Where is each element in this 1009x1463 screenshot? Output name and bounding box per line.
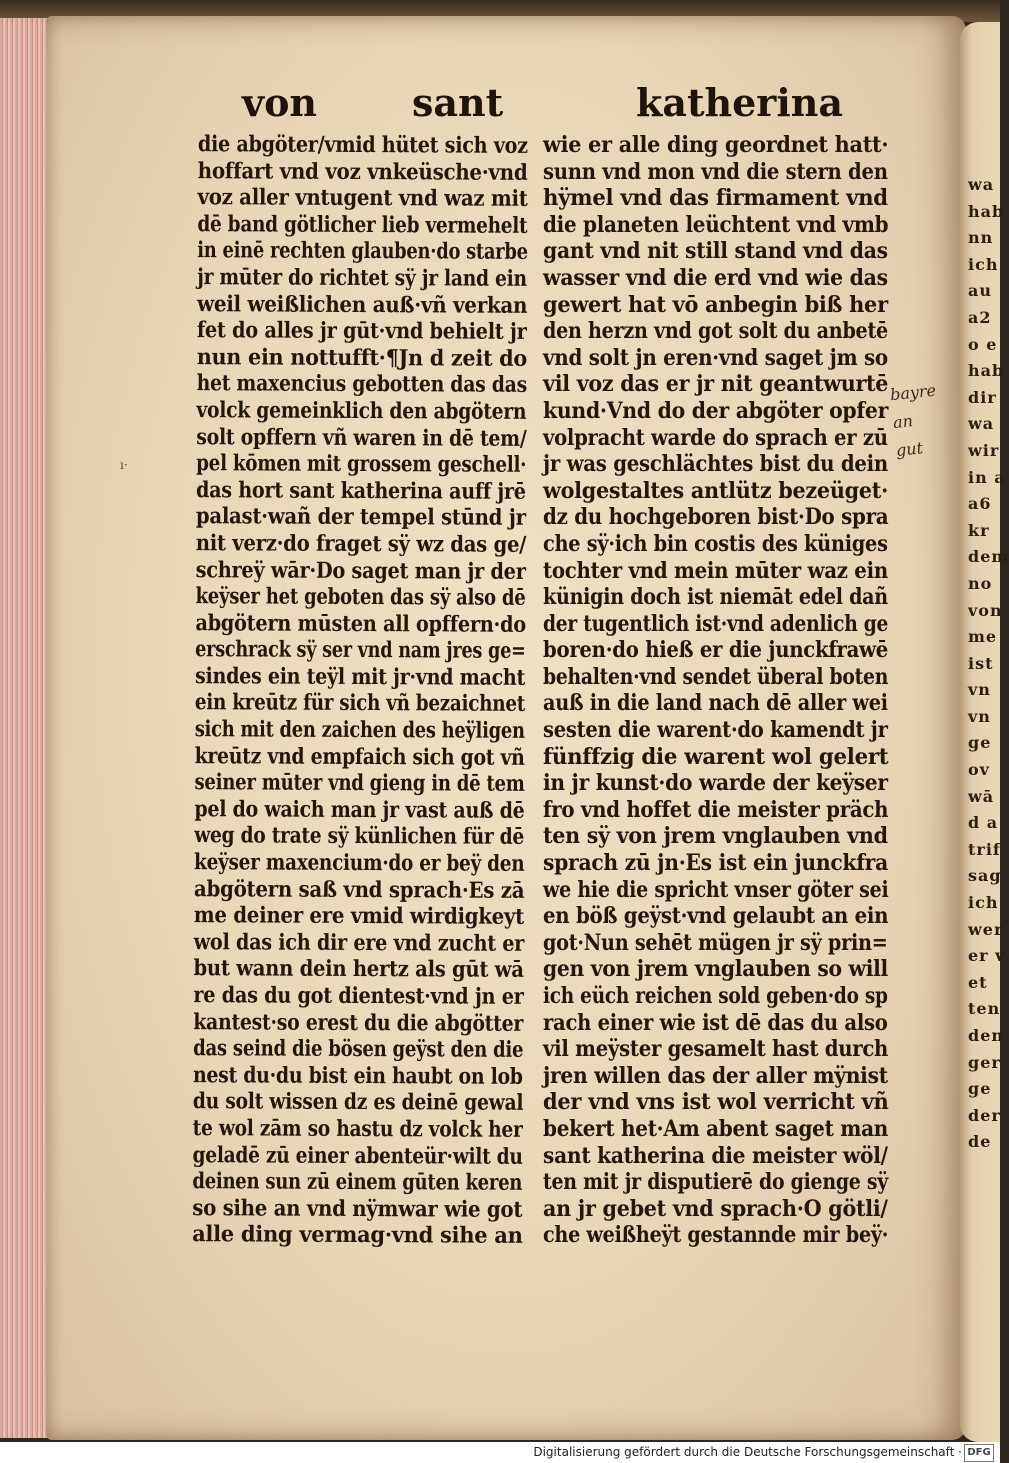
text-line: tochter vnd mein mūter waz ein <box>543 557 888 584</box>
text-line: hoffart vnd voz vnkeüsche·vnd <box>197 157 528 186</box>
text-line: vnd solt jn eren·vnd saget jm so <box>543 344 888 371</box>
text-line: jren willen das der aller mÿnist <box>543 1062 888 1089</box>
text-line: nun ein nottufft·¶Jn d zeit do <box>196 343 528 372</box>
text-line: wie er alle ding geordnet hatt· <box>543 132 889 158</box>
text-line: gewert hat vō anbegin biß her <box>543 291 888 318</box>
margin-note-line: bayre <box>889 380 937 405</box>
text-line: me deiner ere vmid wirdigkeyt <box>193 902 525 931</box>
text-line: solt opffern vñ waren in dē tem/ <box>196 423 527 452</box>
margin-note-line: gut <box>895 438 924 460</box>
text-line: hÿmel vnd das firmament vnd <box>543 185 888 212</box>
text-line: te wol zām so hastu dz volck her <box>192 1115 523 1143</box>
text-line: we hie die spricht vnser göter sei <box>543 876 889 903</box>
text-line: schreÿ wār·Do saget man jr der <box>195 556 526 585</box>
text-line: bekert het·Am abent saget man <box>543 1115 889 1142</box>
text-line: volck gemeinklich den abgötern <box>196 397 527 425</box>
text-line: che weißheÿt gestannde mir beÿ· <box>543 1222 889 1249</box>
text-line: die planeten leüchtent vnd vmb <box>543 211 889 238</box>
text-column-left <box>192 131 528 1250</box>
text-line: fro vnd hoffet die meister präch <box>543 796 889 823</box>
text-line: voz aller vntugent vnd waz mit <box>197 184 528 213</box>
text-line: abgötern saß vnd sprach·Es zā <box>193 875 525 904</box>
text-line: der vnd vns ist wol verricht vñ <box>543 1089 889 1116</box>
dfg-logo: DFG <box>964 1444 994 1462</box>
text-line: erschrack sÿ ser vnd nam jres ge= <box>195 636 526 665</box>
text-line: behalten·vnd sendet überal boten <box>543 663 889 690</box>
text-line: het maxencius gebotten das das <box>196 370 528 399</box>
funding-credit: Digitalisierung gefördert durch die Deutsche Forschungsgemeinschaft · <box>533 1445 962 1459</box>
text-line: sant katherina die meister wöl/ <box>543 1142 888 1169</box>
facing-page-fragment: wa hab nn ich au a2 o e hab dir wa wir in a a6 kr dem no von me ist vn vn ge ov wā d a trif sag ich wer er v et ten den ger ge der de <box>968 175 1009 1152</box>
facing-page-edge <box>960 22 1009 1442</box>
text-column-right <box>543 132 888 1249</box>
text-line: dz du hochgeboren bist·Do spra <box>543 504 889 531</box>
text-line: auß in die land nach dē aller wei <box>543 690 888 717</box>
running-header <box>200 80 960 136</box>
text-line: so sihe an vnd nÿmwar wie got <box>192 1194 523 1223</box>
text-line: vil voz das er jr nit geantwurtē <box>543 371 889 398</box>
text-line: wolgestaltes antlütz bezeüget· <box>543 477 889 504</box>
text-line: in einē rechten glauben·do starbe <box>197 237 528 266</box>
text-line: weil weißlichen auß·vñ verkan <box>196 290 528 319</box>
text-line: gant vnd nit still stand vnd das <box>543 238 888 265</box>
text-line: ten sÿ von jrem vnglauben vnd <box>543 823 888 850</box>
text-line: keÿser maxencium·do er beÿ den <box>194 849 525 877</box>
text-line: sprach zū jn·Es ist ein junckfra <box>543 850 888 877</box>
text-line: ten mit jr disputierē do gienge sÿ <box>543 1169 889 1196</box>
margin-note-line: an <box>892 411 914 433</box>
footer-bar <box>0 1442 1000 1463</box>
text-line: gen von jrem vnglauben so will <box>543 956 888 983</box>
text-line: jr mūter do richtet sÿ jr land ein <box>197 264 527 292</box>
text-line: pel kōmen mit grossem geschell· <box>196 450 527 478</box>
text-line: alle ding vermag·vnd sihe an <box>192 1221 523 1250</box>
text-line: palast·wañ der tempel stūnd jr <box>195 503 526 532</box>
text-line: dē band götlicher lieb vermehelt <box>197 210 528 239</box>
text-line: kreūtz vnd empfaich sich got vñ <box>194 742 525 771</box>
text-line: ich eüch reichen sold geben·do sp <box>543 983 888 1009</box>
text-line: du solt wissen dz es deinē gewal <box>192 1088 524 1117</box>
text-line: jr was geschlächtes bist du dein <box>543 451 888 478</box>
text-line: in jr kunst·do warde der keÿser <box>543 770 888 797</box>
text-line: pel do waich man jr vast auß dē <box>194 795 525 824</box>
text-line: das hort sant katherina auff jrē <box>195 476 526 505</box>
text-line: nit verz·do fraget sÿ wz das ge/ <box>195 530 527 558</box>
text-line: boren·do hieß er die junckfrawē <box>543 637 889 664</box>
text-line: abgötern mūsten all opffern·do <box>195 609 526 638</box>
text-line: vil meÿster gesamelt hast durch <box>543 1036 889 1063</box>
text-line: rach einer wie ist dē das du also <box>543 1009 888 1036</box>
header-word-sant: sant <box>412 80 504 125</box>
text-line: sesten die warent·do kamendt jr <box>543 717 888 744</box>
text-line: die abgöter/vmid hütet sich voz <box>197 131 528 159</box>
text-line: kund·Vnd do der abgöter opfer <box>543 397 889 424</box>
text-line: künigin doch ist niemāt edel dañ <box>543 584 888 611</box>
margin-mark: ı· <box>120 458 128 472</box>
text-line: das seind die bösen geÿst den die <box>193 1035 524 1064</box>
header-word-von: von <box>242 80 318 125</box>
text-line: sunn vnd mon vnd die stern den <box>543 158 888 185</box>
handwritten-margin-note <box>889 375 957 465</box>
text-line: keÿser het geboten das sÿ also dē <box>195 583 526 611</box>
text-line: re das du got dientest·vnd jn er <box>193 982 524 1010</box>
header-word-katherina: katherina <box>636 80 844 125</box>
text-line: wasser vnd die erd vnd wie das <box>543 264 888 291</box>
text-line: che sÿ·ich bin costis des küniges <box>543 530 888 557</box>
text-line: but wann dein hertz als gūt wā <box>193 955 524 984</box>
text-line: got·Nun sehēt mügen jr sÿ prin= <box>543 929 888 956</box>
text-line: kantest·so erest du die abgötter <box>193 1008 524 1037</box>
text-line: fet do alles jr gūt·vnd behielt jr <box>196 317 527 346</box>
text-line: nest du·du bist ein haubt on lob <box>192 1061 523 1090</box>
text-line: wol das ich dir ere vnd zucht er <box>193 928 525 957</box>
text-line: sindes ein teÿl mit jr·vnd macht <box>195 663 526 691</box>
text-line: geladē zū einer abenteür·wilt du <box>192 1141 523 1170</box>
text-line: volpracht warde do sprach er zū <box>543 424 888 451</box>
text-line: sich mit den zaichen des heÿligen <box>194 716 525 744</box>
text-line: en böß geÿst·vnd gelaubt an ein <box>543 903 889 930</box>
text-line: deinen sun zū einem gūten keren <box>192 1168 523 1197</box>
text-line: der tugentlich ist·vnd adenlich ge <box>543 610 889 637</box>
text-line: den herzn vnd got solt du anbetē <box>543 318 888 345</box>
text-line: an jr gebet vnd sprach·O götli/ <box>543 1195 888 1222</box>
text-line: fünffzig die warent wol gelert <box>543 743 889 770</box>
text-line: seiner mūter vnd gieng in dē tem <box>194 769 525 798</box>
text-line: weg do trate sÿ künlichen für dē <box>194 822 525 851</box>
text-line: ein kreūtz für sich vñ bezaichnet <box>194 689 526 718</box>
